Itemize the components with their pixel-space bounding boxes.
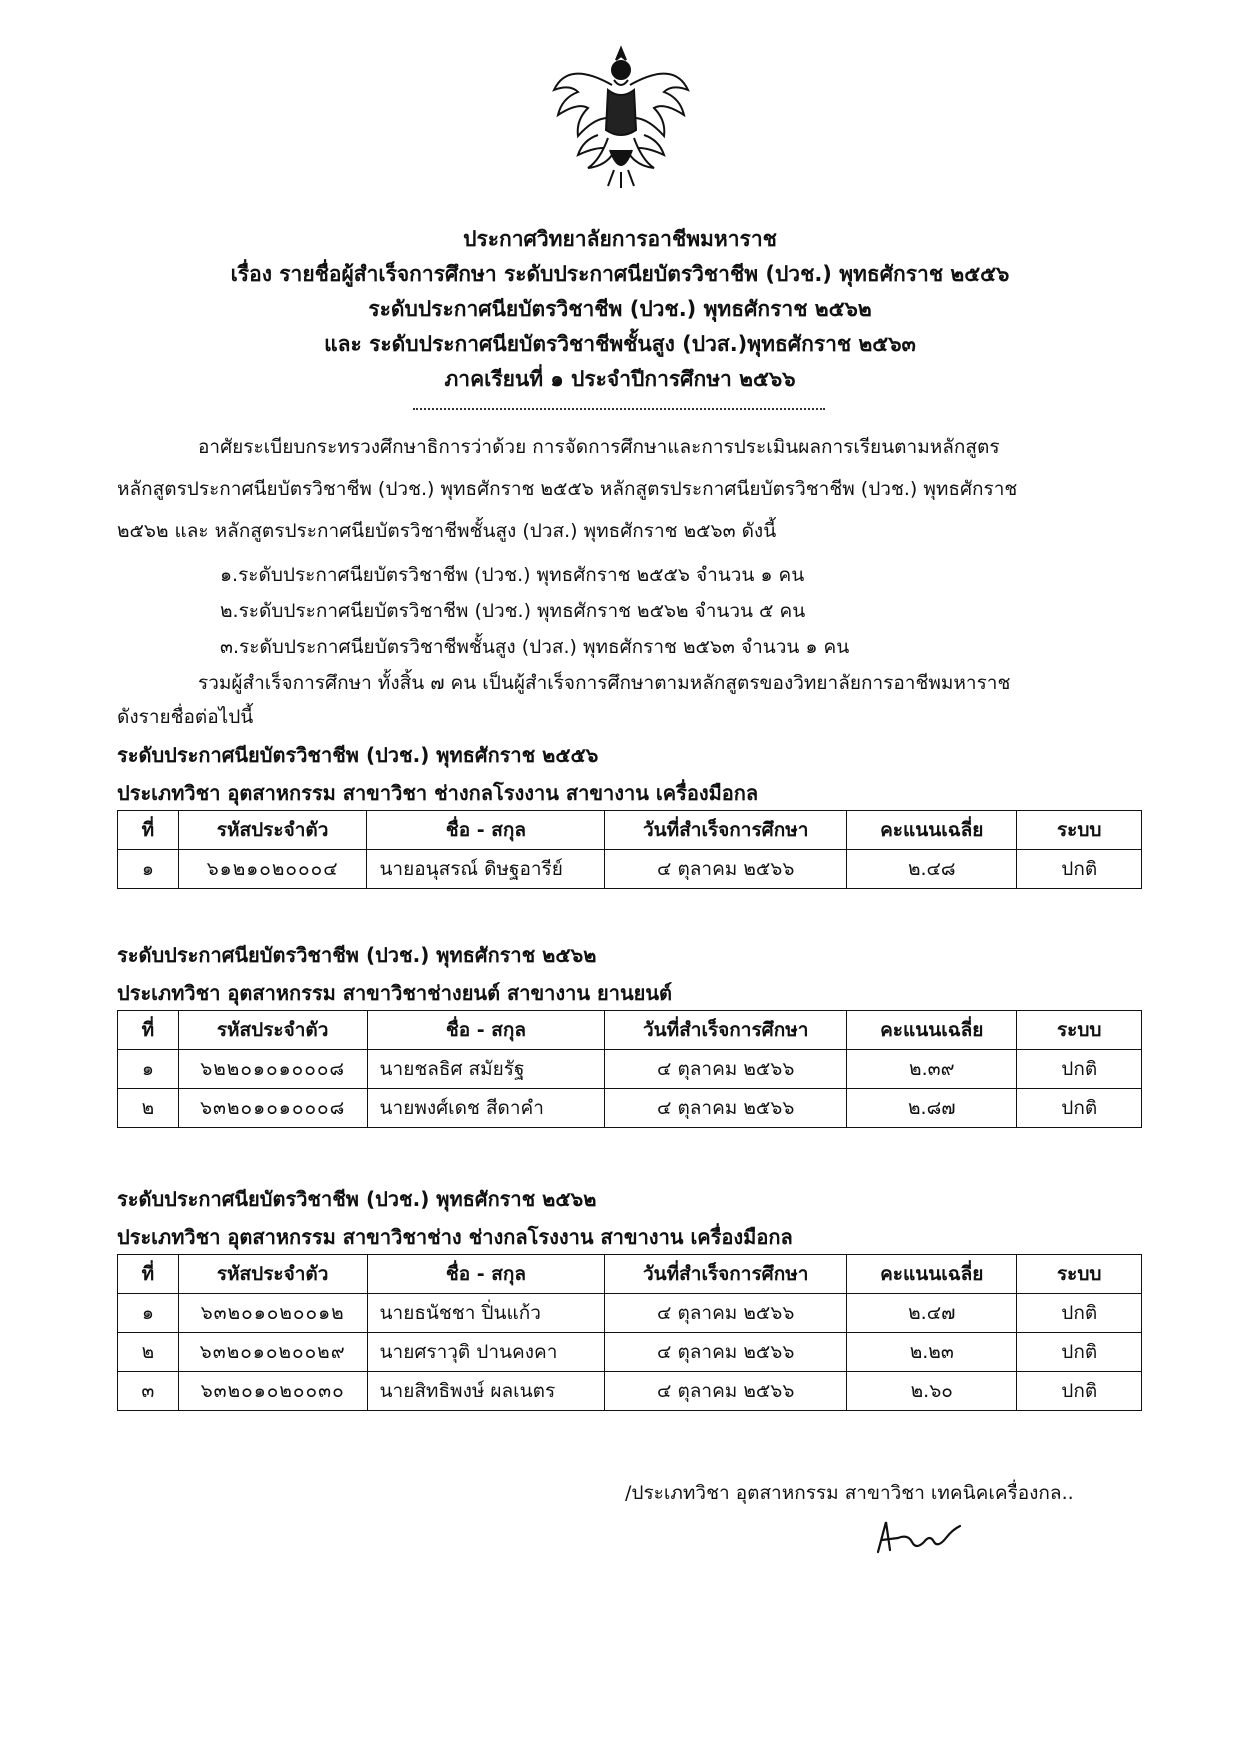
student-id: ๖๓๒๐๑๐๒๐๐๓๐	[178, 1372, 367, 1411]
graduation-date: ๔ ตุลาคม ๒๕๖๖	[605, 1333, 847, 1372]
student-id: ๖๓๒๐๑๐๒๐๐๒๙	[178, 1333, 367, 1372]
student-name: นายธนัชชา ปิ่นแก้ว	[367, 1294, 605, 1333]
body-paragraph-line: รวมผู้สำเร็จการศึกษา ทั้งสิ้น ๗ คน เป็นผู้สำเร็จการศึกษาตามหลักสูตรของวิทยาลัยการอาชีพมหาราช	[198, 672, 1011, 694]
student-id: ๖๓๒๐๑๐๒๐๐๑๒	[178, 1294, 367, 1333]
column-header: ที่	[118, 811, 179, 850]
table-header-row	[118, 1255, 1142, 1294]
column-header: คะแนนเฉลี่ย	[847, 811, 1017, 850]
column-header: คะแนนเฉลี่ย	[847, 1255, 1017, 1294]
summary-item: ๓.ระดับประกาศนียบัตรวิชาชีพชั้นสูง (ปวส.) พุทธศักราช ๒๕๖๓ จำนวน ๑ คน	[220, 636, 850, 658]
student-id: ๖๑๒๑๐๒๐๐๐๔	[178, 850, 367, 889]
body-paragraph-line: อาศัยระเบียบกระทรวงศึกษาธิการว่าด้วย การจัดการศึกษาและการประเมินผลการเรียนตามหลักสูตร	[198, 436, 1000, 458]
study-system: ปกติ	[1017, 1050, 1142, 1089]
graduation-date: ๔ ตุลาคม ๒๕๖๖	[605, 1089, 847, 1128]
student-name: นายศราวุติ ปานคงคา	[367, 1333, 605, 1372]
gpa: ๒.๓๙	[847, 1050, 1017, 1089]
row-number: ๓	[118, 1372, 179, 1411]
table-row	[118, 1294, 1142, 1333]
column-header: ระบบ	[1017, 1011, 1142, 1050]
row-number: ๒	[118, 1089, 179, 1128]
section-program-heading: ประเภทวิชา อุตสาหกรรม สาขาวิชาช่างยนต์ สาขางาน ยานยนต์	[117, 981, 672, 1005]
row-number: ๑	[118, 1294, 179, 1333]
announcement-subject-line: และ ระดับประกาศนียบัตรวิชาชีพชั้นสูง (ปวส.)พุทธศักราช ๒๕๖๓	[324, 332, 916, 356]
column-header: ชื่อ - สกุล	[367, 1011, 605, 1050]
study-system: ปกติ	[1017, 1294, 1142, 1333]
study-system: ปกติ	[1017, 1372, 1142, 1411]
gpa: ๒.๔๘	[847, 850, 1017, 889]
study-system: ปกติ	[1017, 850, 1142, 889]
table-row	[118, 1372, 1142, 1411]
column-header: รหัสประจำตัว	[178, 1255, 367, 1294]
section-level-heading: ระดับประกาศนียบัตรวิชาชีพ (ปวช.) พุทธศักราช ๒๕๕๖	[117, 743, 599, 767]
column-header: รหัสประจำตัว	[178, 1011, 367, 1050]
column-header: ที่	[118, 1011, 179, 1050]
body-paragraph-line: หลักสูตรประกาศนียบัตรวิชาชีพ (ปวช.) พุทธศักราช ๒๕๕๖ หลักสูตรประกาศนียบัตรวิชาชีพ (ปวช.) พุทธศักราช	[117, 478, 1018, 500]
column-header: วันที่สำเร็จการศึกษา	[605, 1011, 847, 1050]
table-row	[118, 1089, 1142, 1128]
continued-on-next-page: /ประเภทวิชา อุตสาหกรรม สาขาวิชา เทคนิคเครื่องกล..	[625, 1482, 1074, 1504]
graduates-table	[117, 810, 1142, 889]
row-number: ๑	[118, 1050, 179, 1089]
study-system: ปกติ	[1017, 1333, 1142, 1372]
column-header: คะแนนเฉลี่ย	[847, 1011, 1017, 1050]
section-program-heading: ประเภทวิชา อุตสาหกรรม สาขาวิชา ช่างกลโรงงาน สาขางาน เครื่องมือกล	[117, 781, 759, 805]
student-name: นายอนุสรณ์ ดิษฐอารีย์	[367, 850, 605, 889]
gpa: ๒.๒๓	[847, 1333, 1017, 1372]
gpa: ๒.๖๐	[847, 1372, 1017, 1411]
table-header-row	[118, 1011, 1142, 1050]
column-header: วันที่สำเร็จการศึกษา	[605, 811, 847, 850]
column-header: วันที่สำเร็จการศึกษา	[605, 1255, 847, 1294]
body-paragraph-line: ดังรายชื่อต่อไปนี้	[117, 706, 254, 728]
study-system: ปกติ	[1017, 1089, 1142, 1128]
graduation-date: ๔ ตุลาคม ๒๕๖๖	[605, 1372, 847, 1411]
graduation-date: ๔ ตุลาคม ๒๕๖๖	[605, 850, 847, 889]
dotted-divider	[413, 408, 825, 410]
student-id: ๖๒๒๐๑๐๑๐๐๐๘	[178, 1050, 367, 1089]
student-name: นายสิทธิพงษ์ ผลเนตร	[367, 1372, 605, 1411]
row-number: ๑	[118, 850, 179, 889]
row-number: ๒	[118, 1333, 179, 1372]
gpa: ๒.๘๗	[847, 1089, 1017, 1128]
gpa: ๒.๔๗	[847, 1294, 1017, 1333]
column-header: รหัสประจำตัว	[178, 811, 367, 850]
announcement-semester: ภาคเรียนที่ ๑ ประจำปีการศึกษา ๒๕๖๖	[444, 367, 796, 391]
column-header: ที่	[118, 1255, 179, 1294]
section-level-heading: ระดับประกาศนียบัตรวิชาชีพ (ปวช.) พุทธศักราช ๒๕๖๒	[117, 1187, 597, 1211]
table-row	[118, 850, 1142, 889]
student-name: นายชลธิศ สมัยรัฐ	[367, 1050, 605, 1089]
table-row	[118, 1050, 1142, 1089]
graduation-date: ๔ ตุลาคม ๒๕๖๖	[605, 1294, 847, 1333]
column-header: ชื่อ - สกุล	[367, 811, 605, 850]
column-header: ระบบ	[1017, 1255, 1142, 1294]
student-id: ๖๓๒๐๑๐๑๐๐๐๘	[178, 1089, 367, 1128]
section-level-heading: ระดับประกาศนียบัตรวิชาชีพ (ปวช.) พุทธศักราช ๒๕๖๒	[117, 943, 597, 967]
student-name: นายพงศ์เดช สีดาคำ	[367, 1089, 605, 1128]
summary-item: ๒.ระดับประกาศนียบัตรวิชาชีพ (ปวช.) พุทธศักราช ๒๕๖๒ จำนวน ๕ คน	[220, 600, 806, 622]
garuda-emblem-icon	[548, 40, 694, 190]
announcement-subject: เรื่อง รายชื่อผู้สำเร็จการศึกษา ระดับประกาศนียบัตรวิชาชีพ (ปวช.) พุทธศักราช ๒๕๕๖	[230, 262, 1010, 286]
section-program-heading: ประเภทวิชา อุตสาหกรรม สาขาวิชาช่าง ช่างกลโรงงาน สาขางาน เครื่องมือกล	[117, 1225, 793, 1249]
handwritten-signature	[868, 1512, 968, 1562]
announcement-title: ประกาศวิทยาลัยการอาชีพมหาราช	[463, 227, 777, 251]
summary-item: ๑.ระดับประกาศนียบัตรวิชาชีพ (ปวช.) พุทธศักราช ๒๕๕๖ จำนวน ๑ คน	[220, 564, 805, 586]
graduates-table	[117, 1254, 1142, 1411]
graduates-table	[117, 1010, 1142, 1128]
column-header: ระบบ	[1017, 811, 1142, 850]
graduation-date: ๔ ตุลาคม ๒๕๖๖	[605, 1050, 847, 1089]
body-paragraph-line: ๒๕๖๒ และ หลักสูตรประกาศนียบัตรวิชาชีพชั้นสูง (ปวส.) พุทธศักราช ๒๕๖๓ ดังนี้	[117, 520, 777, 542]
table-header-row	[118, 811, 1142, 850]
announcement-subject-line: ระดับประกาศนียบัตรวิชาชีพ (ปวช.) พุทธศักราช ๒๕๖๒	[368, 297, 872, 321]
table-row	[118, 1333, 1142, 1372]
column-header: ชื่อ - สกุล	[367, 1255, 605, 1294]
